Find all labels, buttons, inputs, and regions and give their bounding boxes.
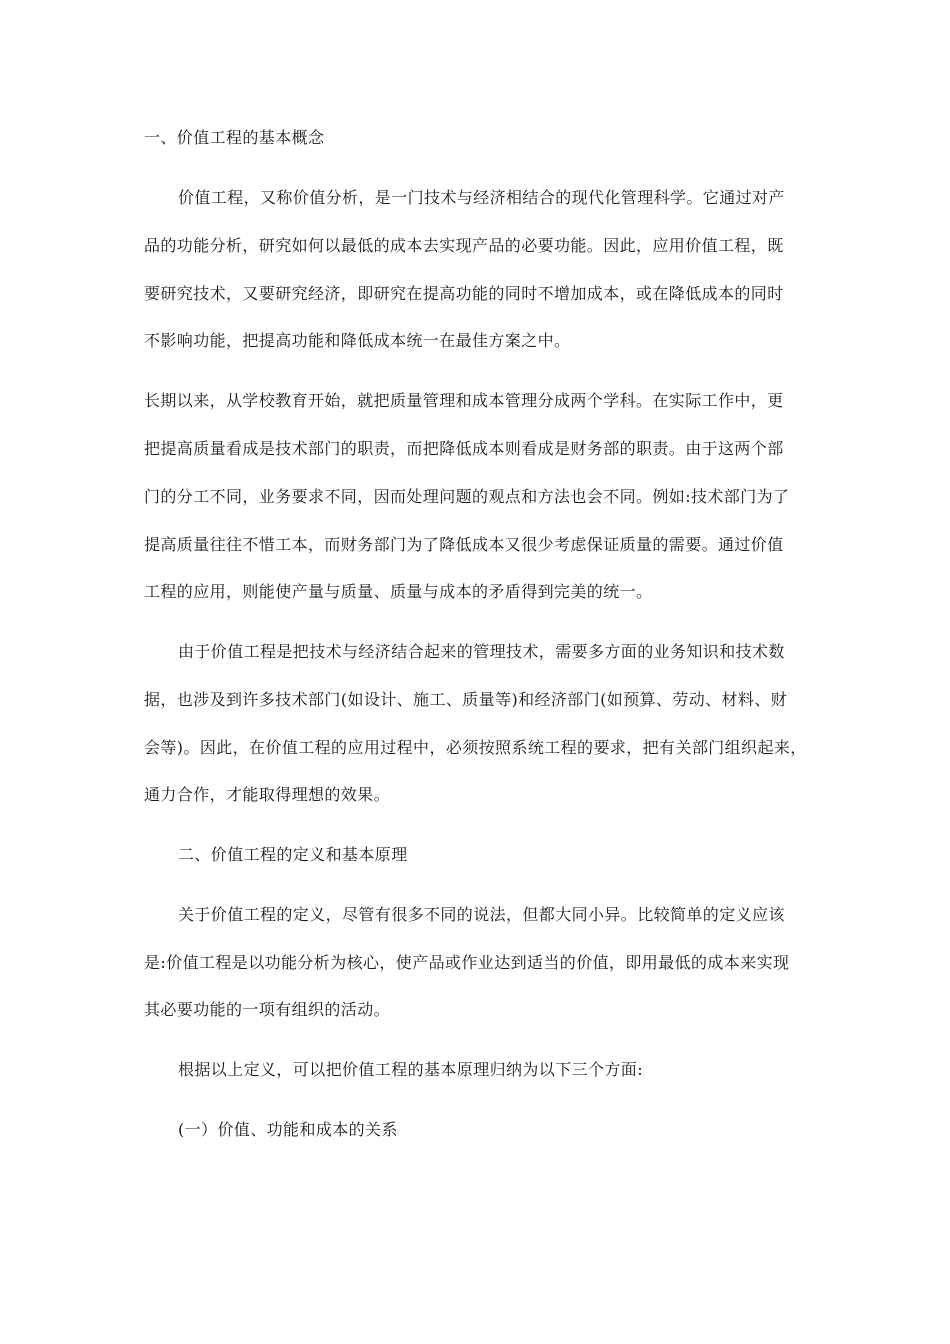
- paragraph-4-line-3: 其必要功能的一项有组织的活动。: [144, 1000, 391, 1019]
- section-heading-1: 一、价值工程的基本概念: [144, 128, 325, 147]
- paragraph-2-line-3: 门的分工不同，业务要求不同，因而处理问题的观点和方法也会不同。例如:技术部门为了: [144, 487, 790, 506]
- paragraph-3-line-4: 通力合作，才能取得理想的效果。: [144, 785, 391, 804]
- paragraph-3-line-1: 由于价值工程是把技术与经济结合起来的管理技术，需要多方面的业务知识和技术数: [178, 642, 785, 661]
- paragraph-2-line-2: 把提高质量看成是技术部门的职责，而把降低成本则看成是财务部的职责。由于这两个部: [144, 439, 784, 458]
- paragraph-4-line-1: 关于价值工程的定义，尽管有很多不同的说法，但都大同小异。比较简单的定义应该: [178, 905, 785, 924]
- paragraph-1-line-3: 要研究技术，又要研究经济，即研究在提高功能的同时不增加成本，或在降低成本的同时: [144, 284, 784, 303]
- paragraph-1-line-4: 不影响功能，把提高功能和降低成本统一在最佳方案之中。: [144, 331, 571, 350]
- section-heading-2: 二、价值工程的定义和基本原理: [178, 845, 408, 864]
- paragraph-3-line-2: 据，也涉及到许多技术部门(如设计、施工、质量等)和经济部门(如预算、劳动、材料、财: [144, 690, 788, 709]
- paragraph-1-line-1: 价值工程，又称价值分析，是一门技术与经济相结合的现代化管理科学。它通过对产: [178, 188, 785, 207]
- paragraph-2-line-1: 长期以来，从学校教育开始，就把质量管理和成本管理分成两个学科。在实际工作中，更: [144, 391, 784, 410]
- paragraph-2-line-4: 提高质量往往不惜工本，而财务部门为了降低成本又很少考虑保证质量的需要。通过价值: [144, 535, 784, 554]
- paragraph-1-line-2: 品的功能分析，研究如何以最低的成本去实现产品的必要功能。因此，应用价值工程，既: [144, 236, 784, 255]
- paragraph-4-line-2: 是:价值工程是以功能分析为核心，使产品或作业达到适当的价值，即用最低的成本来实现: [144, 953, 790, 972]
- paragraph-5: 根据以上定义，可以把价值工程的基本原理归纳为以下三个方面:: [178, 1060, 643, 1079]
- paragraph-2-line-5: 工程的应用，则能使产量与质量、质量与成本的矛盾得到完美的统一。: [144, 582, 653, 601]
- paragraph-3-line-3: 会等)。因此，在价值工程的应用过程中，必须按照系统工程的要求，把有关部门组织起来，: [144, 738, 807, 757]
- subsection-heading-1: (一）价值、功能和成本的关系: [178, 1120, 398, 1139]
